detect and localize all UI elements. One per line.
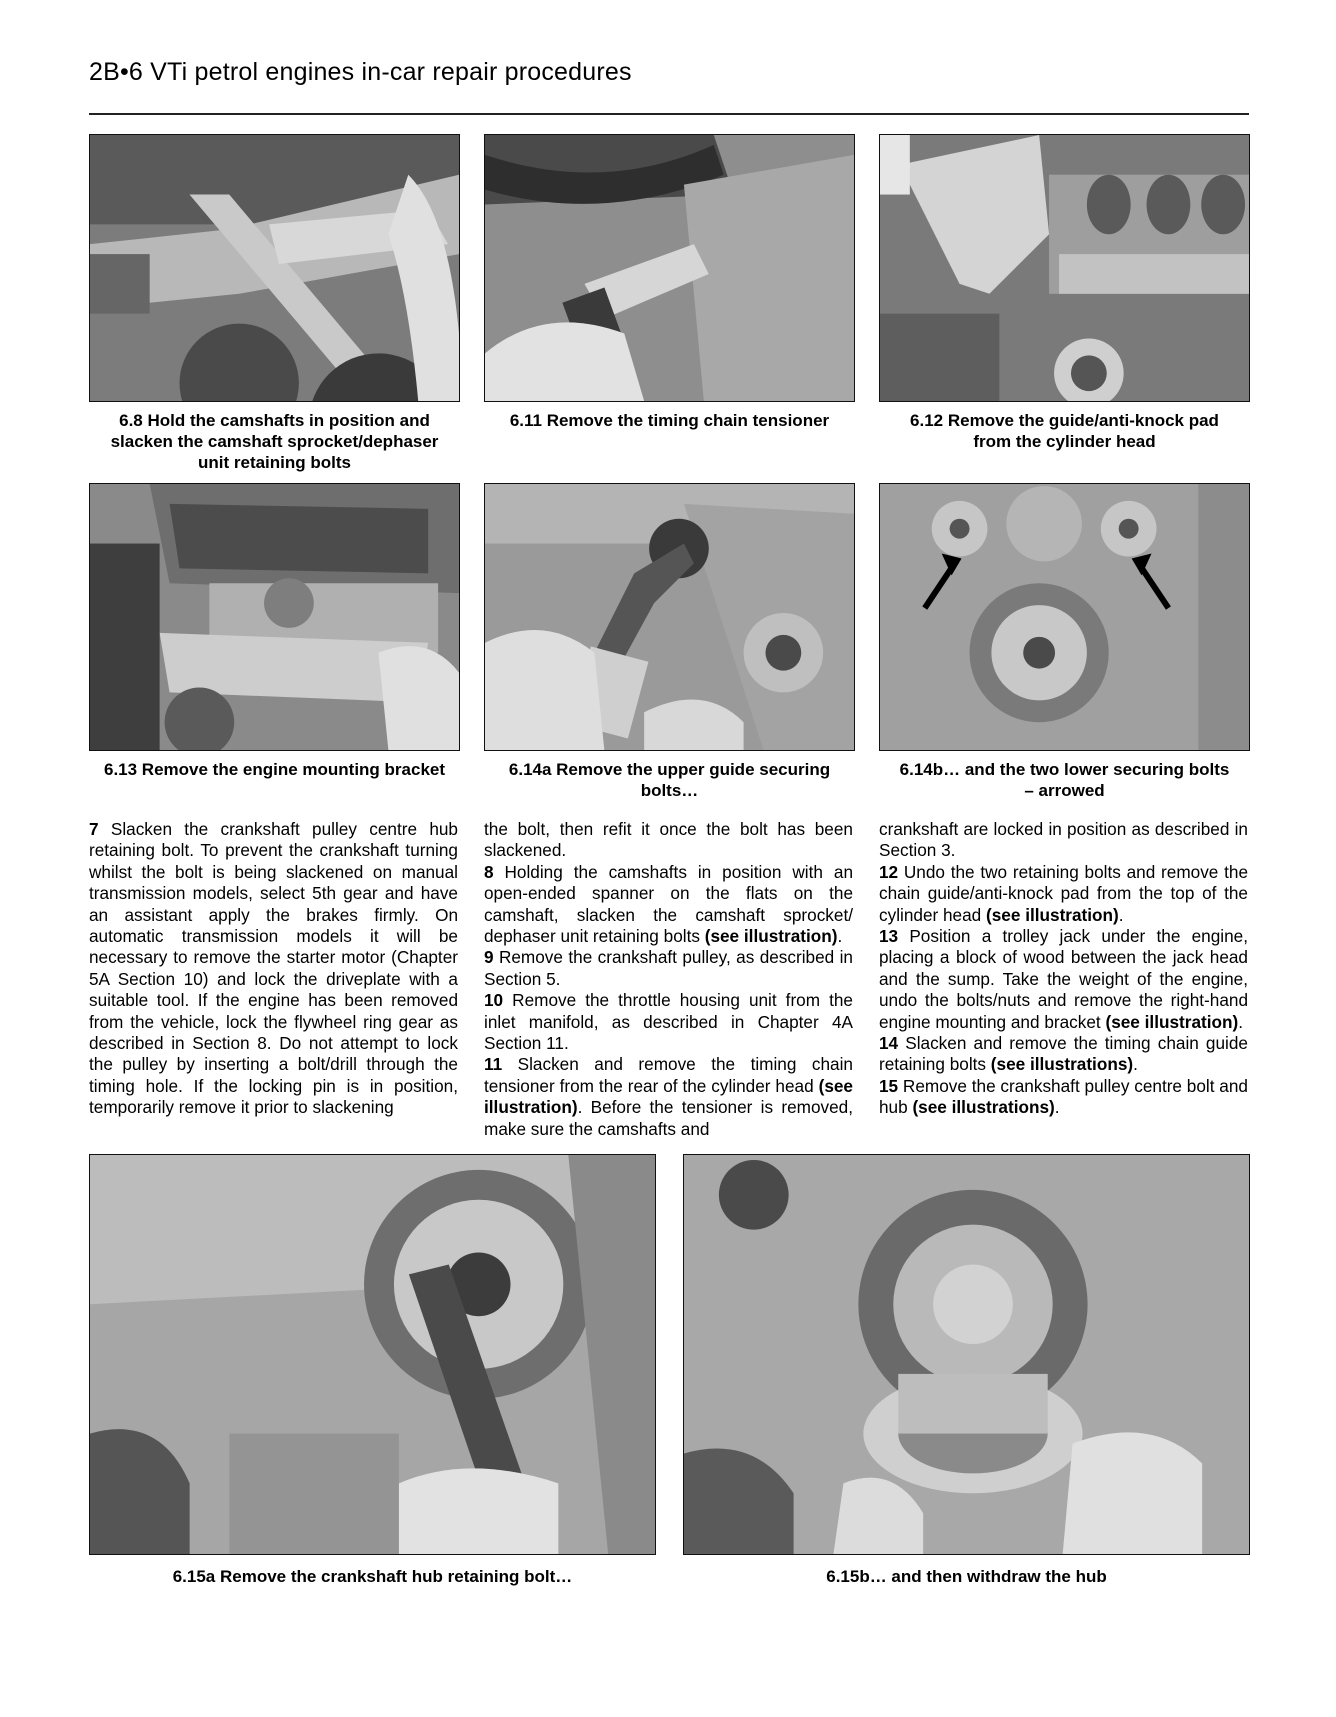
text-column-1 [89, 819, 458, 1119]
step-11-cont: crankshaft are locked in position as described in Section 3. [879, 819, 1248, 861]
caption-6-15a: 6.15a Remove the crankshaft hub retaining bolt… [172, 1567, 573, 1586]
caption-6-8: 6.8 Hold the camshafts in position and slacken the camshaft sprocket/dephaser unit retaining bolts [110, 411, 439, 472]
step-15: 15 Remove the crankshaft pulley centre bolt and hub (see illustrations). [879, 1075, 1248, 1118]
caption-6-11: 6.11 Remove the timing chain tensioner [509, 411, 830, 430]
photo-6-12 [879, 134, 1250, 402]
header-rule [89, 113, 1249, 115]
photo-6-15a [89, 1154, 656, 1555]
photo-6-11 [484, 134, 855, 402]
step-10: 10 Remove the throttle housing unit from the inlet manifold, as described in Chapter 4A Section 11. [484, 990, 853, 1054]
step-12: 12 Undo the two retaining bolts and remove the chain guide/anti-knock pad from the top of the cylinder head (see illustration). [879, 861, 1248, 925]
photo-6-15b [683, 1154, 1250, 1555]
page-header: 2B•6 VTi petrol engines in-car repair procedures [89, 58, 632, 86]
caption-6-15b: 6.15b… and then withdraw the hub [826, 1567, 1107, 1586]
photo-6-14a [484, 483, 855, 751]
step-9: 9 Remove the crankshaft pulley, as described in Section 5. [484, 947, 853, 989]
photo-6-13 [89, 483, 460, 751]
caption-6-13: 6.13 Remove the engine mounting bracket [103, 760, 446, 779]
caption-6-12: 6.12 Remove the guide/anti-knock pad from the cylinder head [910, 411, 1219, 451]
step-11: 11 Slacken and remove the timing chain tensioner from the rear of the cylinder head (see illustration). Before the tensioner is removed, make sure the camshafts and [484, 1054, 853, 1139]
caption-6-14a: 6.14a Remove the upper guide securing bolts… [508, 760, 831, 800]
photo-6-14b [879, 483, 1250, 751]
step-7-cont: the bolt, then refit it once the bolt has been slackened. [484, 819, 853, 861]
step-7: 7 Slacken the crankshaft pulley centre hub retaining bolt. To prevent the crankshaft turning whilst the bolt is being slackened on manual transmission models, select 5th gear and have an assistant apply the brakes firmly. On automatic transmission models it will be necessary to remove the starter motor (Chapter 5A Section 10) and lock the driveplate with a suitable tool. If the engine has been removed from the vehicle, lock the flywheel ring gear as described in Section 8. Do not attempt to lock the pulley by inserting a bolt/drill through the timing hole. If the locking pin is in position, temporarily remove it prior to slackening [89, 819, 458, 1118]
step-8: 8 Holding the camshafts in position with an open-ended spanner on the flats on the camshaft, slacken the camshaft sprocket/ dephaser unit retaining bolts (see illustration). [484, 861, 853, 947]
step-14: 14 Slacken and remove the timing chain guide retaining bolts (see illustrations). [879, 1033, 1248, 1075]
step-13: 13 Position a trolley jack under the engine, placing a block of wood between the jack head and the sump. Take the weight of the engine, undo the bolts/nuts and remove the right-hand engine mounting and bracket (see illustration). [879, 926, 1248, 1032]
caption-6-14b: 6.14b… and the two lower securing bolts – arrowed [899, 760, 1230, 800]
text-column-3 [879, 819, 1248, 1119]
photo-6-8 [89, 134, 460, 402]
text-column-2 [484, 819, 853, 1140]
